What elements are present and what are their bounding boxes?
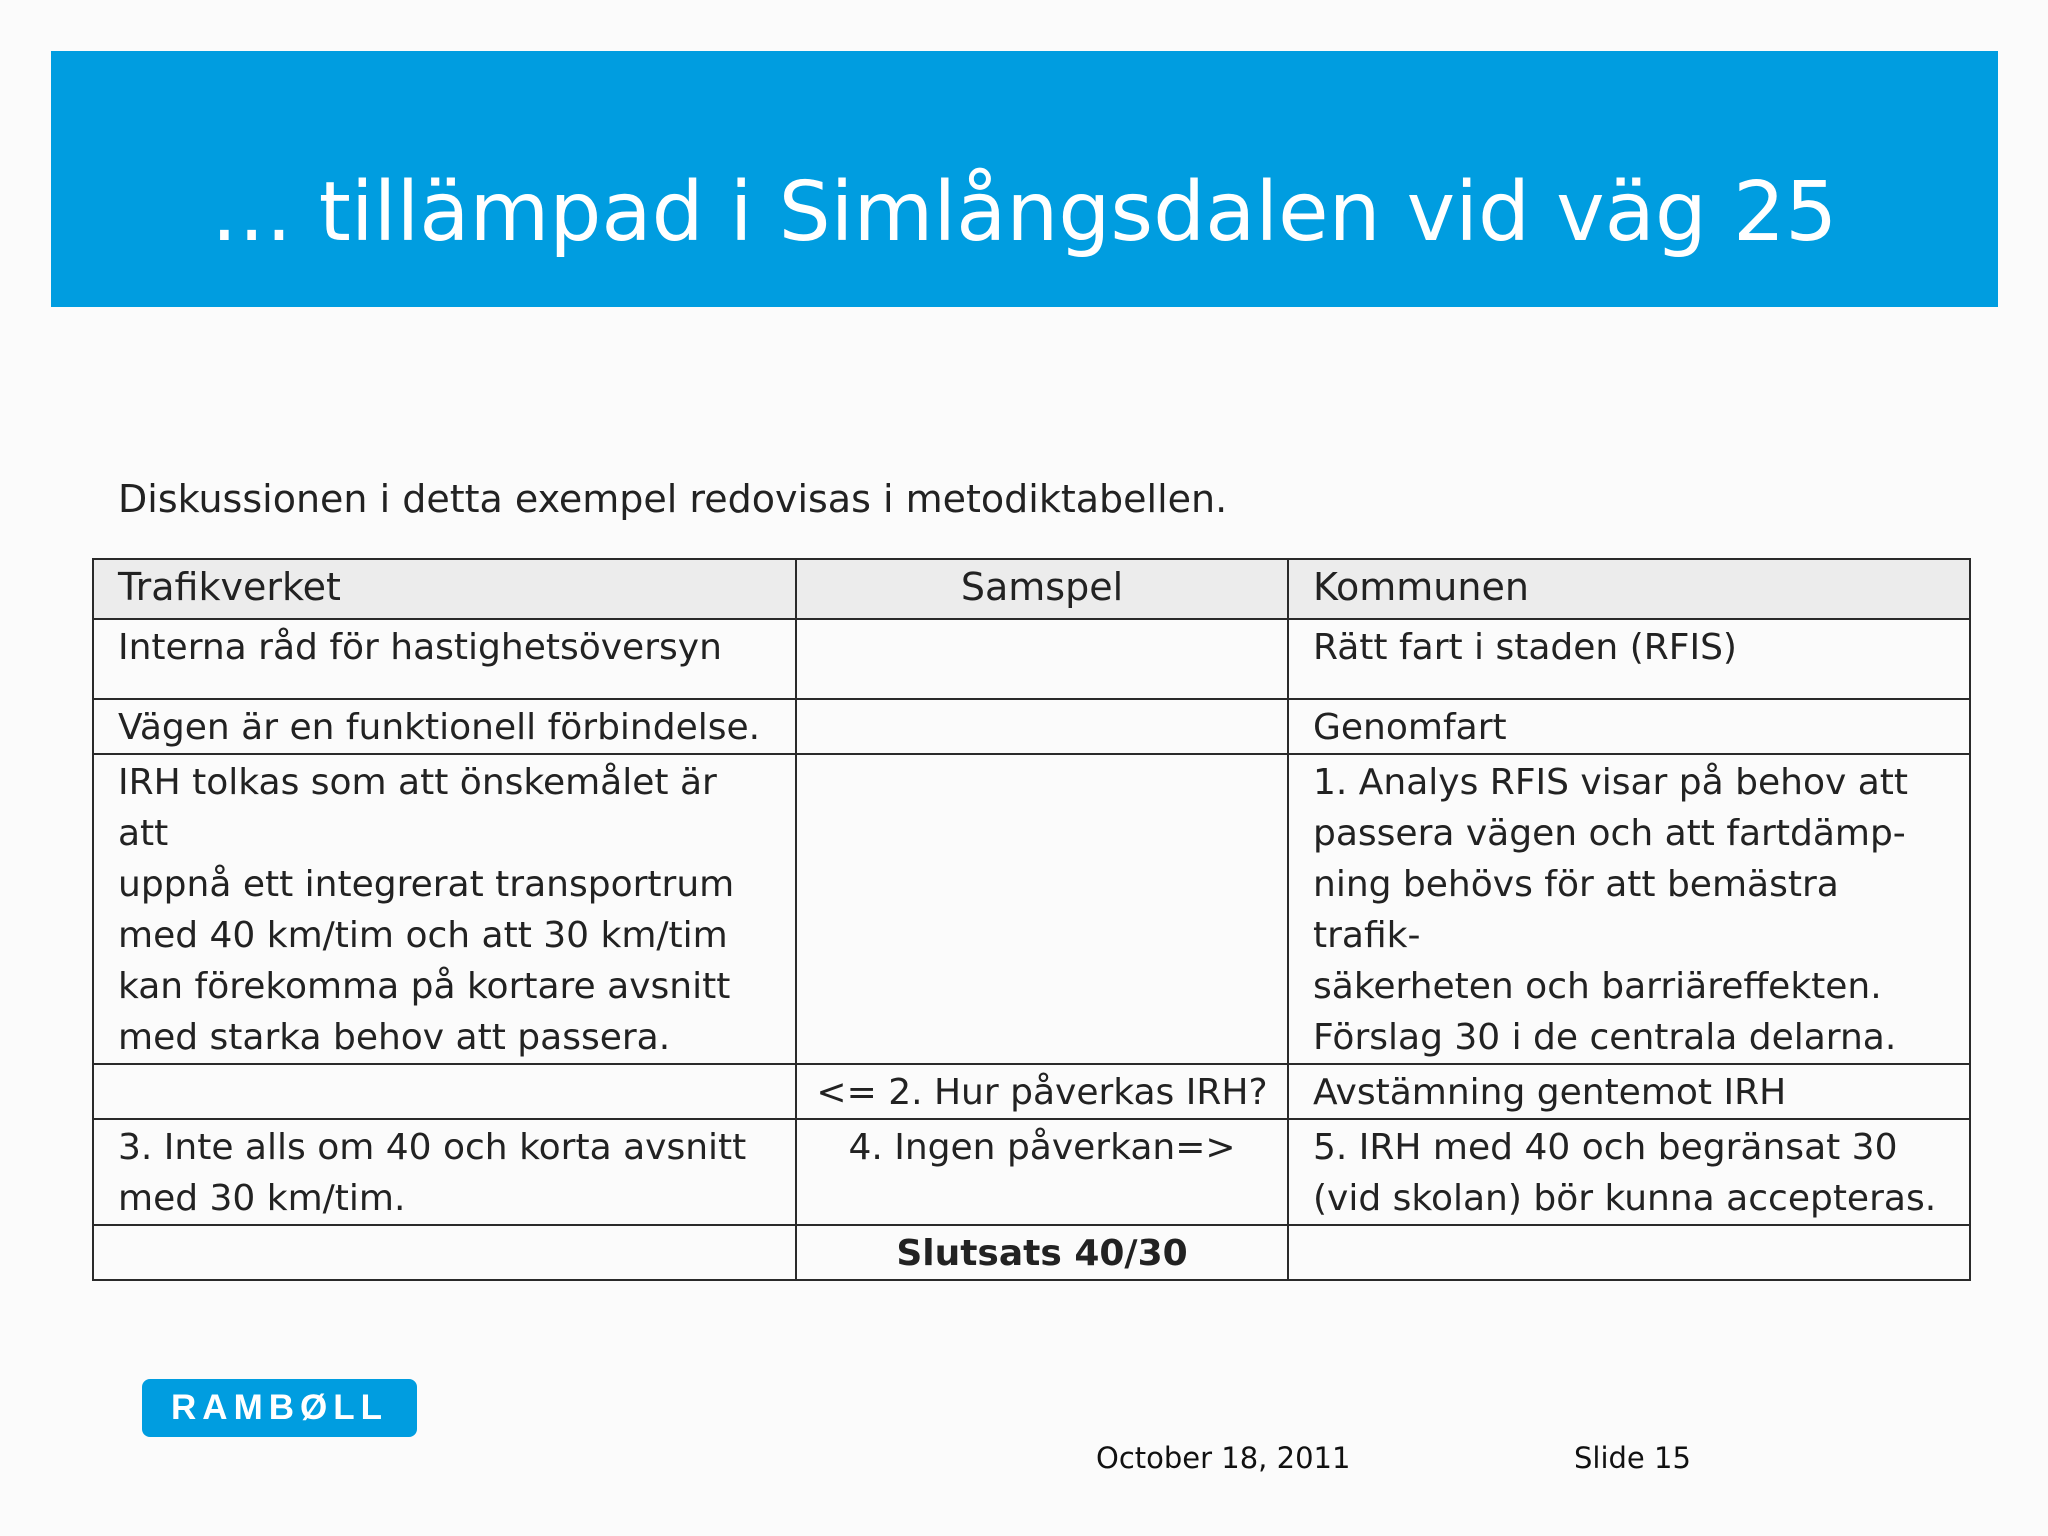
cell-trafikverket: Vägen är en funktionell förbindelse. <box>93 699 796 754</box>
table-row <box>93 619 1970 699</box>
cell-trafikverket: 3. Inte alls om 40 och korta avsnitt med 30 km/tim. <box>93 1119 796 1225</box>
header-kommunen: Kommunen <box>1288 559 1970 619</box>
ramboll-logo: RAMBØLL <box>142 1379 417 1437</box>
cell-kommunen: Genomfart <box>1288 699 1970 754</box>
cell-samspel: 4. Ingen påverkan=> <box>796 1119 1288 1225</box>
table-row <box>93 699 1970 754</box>
method-table <box>92 558 1971 1281</box>
cell-trafikverket <box>93 1064 796 1119</box>
cell-kommunen: Rätt fart i staden (RFIS) <box>1288 619 1970 699</box>
intro-text: Diskussionen i detta exempel redovisas i metodiktabellen. <box>118 477 1228 521</box>
slide-title: … tillämpad i Simlångsdalen vid väg 25 <box>210 165 1838 260</box>
cell-kommunen: 1. Analys RFIS visar på behov att passera vägen och att fartdämp- ning behövs för att bemästra trafik- säkerheten och barriäreffekten. Förslag 30 i de centrala delarna. <box>1288 754 1970 1064</box>
cell-kommunen <box>1288 1225 1970 1280</box>
cell-kommunen: 5. IRH med 40 och begränsat 30 (vid skolan) bör kunna accepteras. <box>1288 1119 1970 1225</box>
table-row <box>93 1064 1970 1119</box>
cell-trafikverket <box>93 1225 796 1280</box>
table-row <box>93 754 1970 1064</box>
table-row <box>93 1119 1970 1225</box>
cell-samspel <box>796 699 1288 754</box>
cell-samspel <box>796 754 1288 1064</box>
cell-trafikverket: IRH tolkas som att önskemålet är att uppnå ett integrerat transportrum med 40 km/tim och att 30 km/tim kan förekomma på kortare avsnitt med starka behov att passera. <box>93 754 796 1064</box>
footer-date: October 18, 2011 <box>1096 1441 1351 1475</box>
cell-kommunen: Avstämning gentemot IRH <box>1288 1064 1970 1119</box>
cell-conclusion: Slutsats 40/30 <box>796 1225 1288 1280</box>
header-trafikverket: Trafikverket <box>93 559 796 619</box>
cell-samspel <box>796 619 1288 699</box>
slide-number: Slide 15 <box>1574 1441 1691 1475</box>
cell-samspel: <= 2. Hur påverkas IRH? <box>796 1064 1288 1119</box>
table-row <box>93 1225 1970 1280</box>
table-header-row <box>93 559 1970 619</box>
header-samspel: Samspel <box>796 559 1288 619</box>
cell-trafikverket: Interna råd för hastighetsöversyn <box>93 619 796 699</box>
